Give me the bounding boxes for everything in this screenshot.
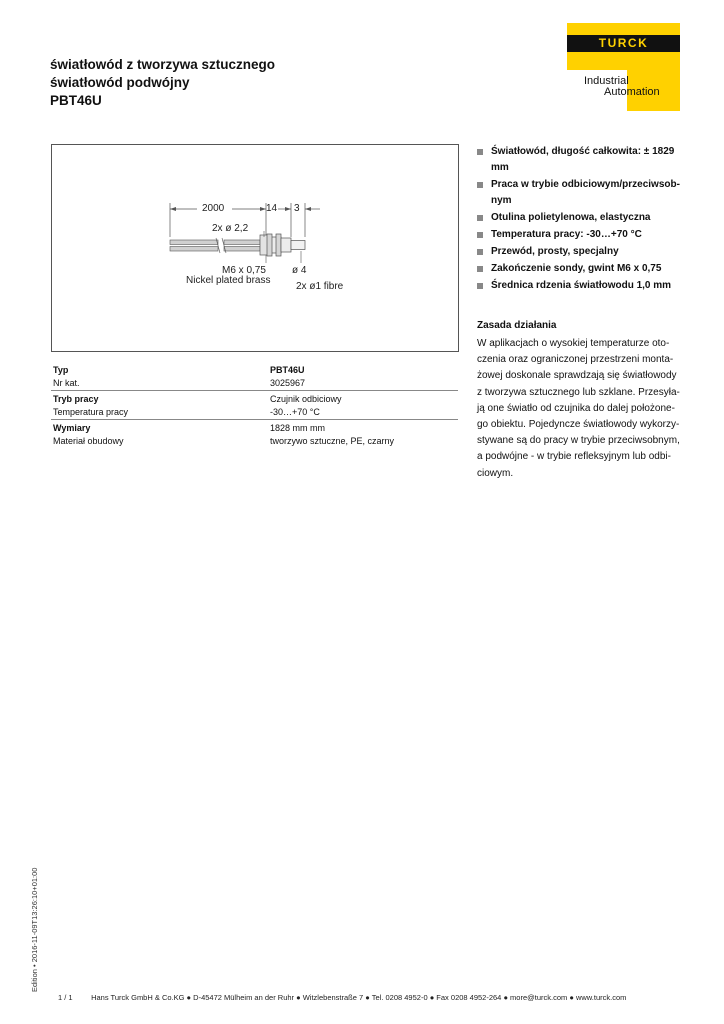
edition-stamp: Edition • 2016-11-09T13:26:10+01:00 (30, 867, 39, 992)
logo-brand: TURCK (598, 36, 649, 50)
spec-value: -30…+70 °C (270, 407, 320, 417)
principle-section (477, 320, 687, 482)
feature-item: Temperatura pracy: -30…+70 °C (477, 227, 687, 243)
dim-material: Nickel plated brass (186, 275, 271, 286)
spec-value: tworzywo sztuczne, PE, czarny (270, 436, 395, 446)
title-line-3: PBT46U (50, 93, 102, 108)
spec-row-dimensions (51, 422, 458, 435)
principle-title: Zasada działania (477, 320, 557, 331)
spec-label: Tryb pracy (53, 394, 99, 404)
logo-industrial: Industrial (584, 75, 629, 87)
bullet-icon (477, 232, 483, 238)
feature-item: Przewód, prosty, specjalny (477, 244, 687, 260)
spec-row-temperature (51, 406, 458, 419)
page-footer (58, 993, 626, 1002)
spec-value: 1828 mm mm (270, 423, 326, 433)
spec-row-order-no (51, 377, 458, 390)
page-title (50, 56, 275, 110)
dim-14: 14 (266, 203, 278, 214)
principle-text: W aplikacjach o wysokiej temperaturze oto- czenia oraz ograniczonej przestrzeni monta- żowej doskonale sprawdzają się światłowody z tworzywa sztucznego lub szklane. Przesyła- ją one światło od czujnika do dalej położone- go obiektu. Pojedyncze światłowody wykorzy- stywane są do pracy w trybie przeciwsobnym, a podwójne - w trybie refleksyjnym lub odbi- ciowym. (477, 338, 680, 479)
spec-label: Temperatura pracy (53, 407, 129, 417)
feature-item: Światłowód, długość całkowita: ± 1829 mm (477, 144, 687, 176)
dimension-drawing (51, 144, 459, 352)
feature-item: Średnica rdzenia światłowodu 1,0 mm (477, 278, 687, 294)
bullet-icon (477, 215, 483, 221)
spec-label: Typ (53, 365, 69, 375)
bullet-icon (477, 182, 483, 188)
page-number: 1 / 1 (58, 993, 73, 1002)
spec-value: 3025967 (270, 378, 306, 388)
spec-label: Wymiary (53, 423, 91, 433)
dim-2000: 2000 (202, 203, 225, 214)
feature-item: Zakończenie sondy, gwint M6 x 0,75 (477, 261, 687, 277)
spec-table (51, 364, 458, 448)
spec-label: Nr kat. (53, 378, 80, 388)
bullet-icon (477, 266, 483, 272)
spec-row-type (51, 364, 458, 377)
dim-fibre: 2x ø1 fibre (296, 281, 344, 292)
feature-list (477, 144, 687, 295)
drawing-svg (52, 145, 458, 351)
dim-tip-diameter: ø 4 (292, 265, 307, 276)
title-line-2: światłowód podwójny (50, 75, 190, 90)
bullet-icon (477, 149, 483, 155)
bullet-icon (477, 283, 483, 289)
logo-automation: Automation (604, 86, 660, 98)
spec-row-housing-material (51, 435, 458, 448)
footer-address: Hans Turck GmbH & Co.KG ● D-45472 Mülheim an der Ruhr ● Witzlebenstraße 7 ● Tel. 0208 4952-0 ● Fax 0208 4952-264 ● more@turck.com ● www.turck.com (91, 993, 627, 1002)
dim-fibre-diameter: 2x ø 2,2 (212, 223, 249, 234)
feature-item: Praca w trybie odbiciowym/przeciwsob-nym (477, 177, 687, 209)
dim-3: 3 (294, 203, 300, 214)
spec-value: Czujnik odbiciowy (270, 394, 342, 404)
spec-value: PBT46U (270, 365, 305, 375)
title-line-1: światłowód z tworzywa sztucznego (50, 57, 276, 72)
bullet-icon (477, 249, 483, 255)
dim-thread: M6 x 0,75 (222, 265, 266, 276)
spec-label: Materiał obudowy (53, 436, 124, 446)
spec-row-mode (51, 393, 458, 406)
feature-item: Otulina polietylenowa, elastyczna (477, 210, 687, 226)
